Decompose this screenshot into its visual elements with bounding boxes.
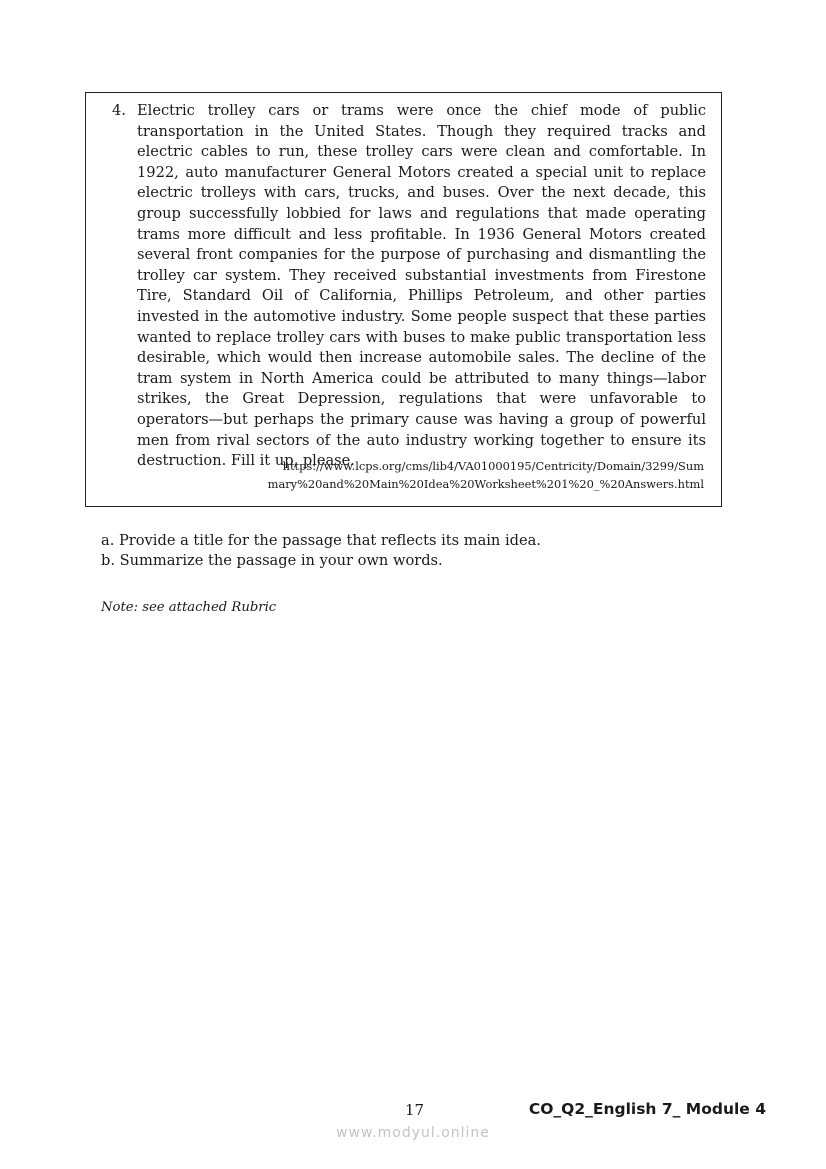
task-item-b: b. Summarize the passage in your own words.: [101, 552, 443, 569]
passage-text: Electric trolley cars or trams were once the chief mode of public transportation in the United States. Though they required tracks and electric cables to run, these trolley cars were clean and comfortable. In 1922, auto manufacturer General Motors created a special unit to replace electric trolleys with cars, trucks, and buses. Over the next decade, this group successfully lobbied for laws and regulations that made operating trams more difficult and less profitable. In 1936 General Motors created several front companies for the purpose of purchasing and dismantling the trolley car system. They received substantial investments from Firestone Tire, Standard Oil of California, Phillips Petroleum, and other parties invested in the automotive industry. Some people suspect that these parties wanted to replace trolley cars with buses to make public transportation less desirable, which would then increase automobile sales. The decline of the tram system in North America could be attributed to many things—labor strikes, the Great Depression, regulations that were unfavorable to operators—but perhaps the primary cause was having a group of powerful men from rival sectors of the auto industry working together to ensure its destruction. Fill it up, please.: [137, 102, 706, 470]
source-url: https://www.lcps.org/cms/lib4/VA01000195/Centricity/Domain/3299/Sum mary%20and%20Main%20Idea%20Worksheet%201%20_%20Answers.html: [267, 459, 704, 491]
item-number: 4.: [112, 102, 126, 119]
page-number: 17: [405, 1101, 425, 1119]
module-label: CO_Q2_English 7_ Module 4: [528, 1100, 766, 1118]
passage-box: [85, 92, 722, 507]
task-list: [101, 531, 541, 571]
watermark: www.modyul.online: [336, 1125, 490, 1141]
task-item-a: a. Provide a title for the passage that reflects its main idea.: [101, 532, 541, 549]
rubric-note: Note: see attached Rubric: [101, 600, 277, 615]
